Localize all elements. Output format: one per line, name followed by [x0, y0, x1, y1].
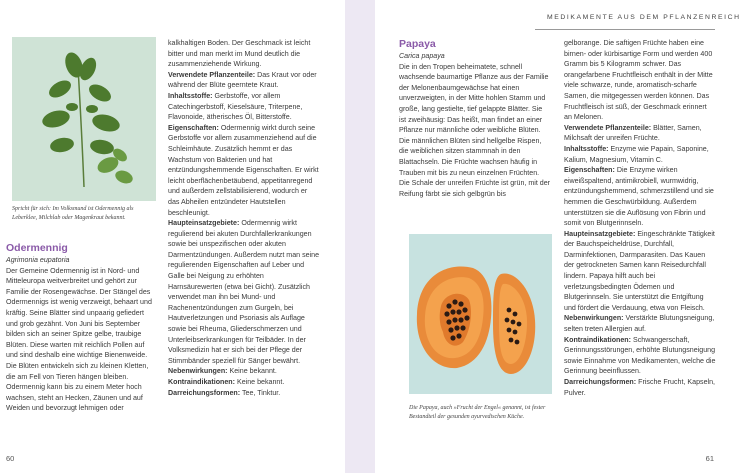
right-column-2 [564, 38, 716, 398]
field-paragraph [564, 335, 716, 377]
papaya-photo [409, 234, 552, 394]
figure-caption: Spricht für sich: Im Volksmund ist Odermennig als Leberklee, Milchlab oder Magenkraut bekannt. [12, 206, 134, 221]
field-paragraph [168, 366, 320, 377]
agrimony-photo [12, 37, 156, 201]
field-label: Inhaltsstoffe: [168, 91, 213, 100]
running-header: MEDIKAMENTE AUS DEM PFLANZENREICH [547, 14, 741, 21]
field-text: Schwangerschaft, Gerinnungsstörungen, erhöhte Blutungsneigung sowie Einnahme von Medikamenten, welche die Gerinnung beeinflussen. [564, 335, 716, 376]
field-label: Eigenschaften: [564, 166, 615, 175]
field-paragraph [564, 123, 716, 144]
field-label: Verwendete Pflanzenteile: [564, 123, 652, 132]
latin-name: Carica papaya [399, 52, 445, 60]
field-paragraph [168, 377, 320, 388]
field-label: Kontraindikationen: [564, 335, 631, 344]
field-paragraph [168, 70, 320, 91]
figure-caption: Die Papaya, auch »Frucht der Engel« genannt, ist fester Bestandteil der gesunden ayurvedischen Küche. [409, 405, 546, 420]
body-text: gelborange. Die saftigen Früchte haben eine birnen- oder kürbisartige Form und werden 400 Gramm bis 5 Kilogramm schwer. Das orangefarbene Fruchtfleisch enthält in der Mitte viele schwarze, runde, aromatisch-scharfe Samen, die mitgegessen werden können. Das Fruchtfleisch ist süß, der Geschmack erinnert an Melonen. [564, 39, 713, 122]
field-text: Keine bekannt. [229, 367, 277, 376]
field-label: Haupteinsatzgebiete: [564, 229, 636, 238]
field-text: Verstärkte Blutungsneigung, selten treten Allergien auf. [564, 314, 715, 334]
field-paragraph [564, 165, 716, 229]
left-column-1 [6, 242, 156, 414]
field-label: Darreichungsformen: [168, 388, 241, 397]
section-title: Papaya [399, 38, 436, 50]
field-text: Eingeschränkte Tätigkeit der Bauchspeicheldrüse, Durchfall, Darminfektionen, Darmparasiten. Das Kauen der getrockneten Samen kann Reisedurchfall lindern. Papaya hilft auch bei verletzungsbedingten Ödemen und Blutgerinnseln. Sie unterstützt die Entgiftung und fördert die Verdauung, etwa von Fleisch. [564, 229, 715, 312]
field-text: Odermennig wirkt regulierend bei akuten Durchfallerkrankungen sowie bei unspezifischen oder akuten Darmentzündungen. Außerdem nutzt man seine regulierenden Eigenschaften auf Leber und Galle bei Neigung zu erhöhten Harnsäurewerten (etwa bei Gicht). Zusätzlich verwendet man ihn bei Mund- und Rachenentzündungen zum Gurgeln, bei Hautverletzungen und Psoriasis als Auflage sowie bei Rheuma, Gliederschmerzen und Unterleibserkrankungen für Teilbäder. In der Volksmedizin hat er sich bei der Pflege der Stimmbänder speziell für Sänger bewährt. [168, 219, 320, 365]
field-label: Darreichungsformen: [564, 378, 637, 386]
field-paragraph [168, 388, 320, 399]
left-column-2 [168, 38, 320, 398]
page-number: 60 [6, 454, 15, 463]
field-paragraph [168, 123, 320, 218]
left-page [0, 0, 345, 473]
field-text: Das Kraut vor oder während der Blüte geerntete Kraut. [168, 70, 317, 90]
field-label: Nebenwirkungen: [564, 314, 624, 323]
field-label: Verwendete Pflanzenteile: [168, 70, 256, 79]
field-text: Keine bekannt. [236, 378, 285, 386]
page-gutter [345, 0, 375, 473]
field-paragraph [564, 313, 716, 334]
field-label: Nebenwirkungen: [168, 367, 228, 376]
field-paragraph [564, 229, 716, 314]
body-text: Der Gemeine Odermennig ist in Nord- und Mitteleuropa weitverbreitet und gehört zur Familie der Rosengewächse. Der Stängel des Odermennigs ist wenig verzweigt, behaart und kräftig. Seine Blätter sind unpaarig gefiedert und grob gezähnt. Von Juni bis September bilden sich an seiner Spitze gelbe, traubige Blüten. Diese warten mit reichlich Pollen auf und sind deshalb eine wichtige Bienenweide. Die Blüten entwickeln sich zu kleinen Kletten, die am Fell von Tieren hängen bleiben. Odermennig kann bis zu einem Meter hoch wachsen, steht an Hecken, Zäunen und auf Weiden und bevorzugt lehmigen oder [6, 266, 152, 413]
field-paragraph [564, 144, 716, 165]
right-column-1 [399, 38, 551, 199]
page-number: 61 [705, 454, 714, 463]
right-page [375, 0, 741, 473]
field-label: Eigenschaften: [168, 123, 219, 132]
field-text: Blätter, Samen, Milchsaft der unreifen Früchte. [564, 123, 702, 143]
field-text: Frische Frucht, Kapseln, Pulver. [564, 378, 716, 397]
field-label: Kontraindikationen: [168, 378, 235, 386]
field-paragraph [168, 218, 320, 366]
field-label: Haupteinsatzgebiete: [168, 219, 240, 228]
body-text: Die in den Tropen beheimatete, schnell wachsende baumartige Pflanze aus der Familie der Melonenbaumgewächse hat einen unverzweigten, in der Mitte hohlen Stamm und große, lang gestielte, tief gelappte Blätter. Sie ist zweihäusig: Das heißt, man findet an einer Pflanze nur männliche oder weibliche Blüten. Die männlichen Blüten sind hellgelbe Rispen, die weiblichen sitzen stammnah in den Blattachseln. Die Früchte wachsen häufig in Trauben mit bis zu neun einzelnen Früchten. Die Schale der unreifen Früchte ist grün, mit der Reifung färbt sie sich gelbgrün bis [399, 62, 551, 198]
field-text: Enzyme wie Papain, Saponine, Kalium, Magnesium, Vitamin C. [564, 144, 709, 164]
latin-name: Agrimonia eupatoria [6, 256, 70, 264]
field-label: Inhaltsstoffe: [564, 144, 609, 153]
body-text: kalkhaltigen Boden. Der Geschmack ist leicht bitter und man merkt im Mund deutlich die zusammenziehende Wirkung. [168, 39, 311, 69]
section-title: Odermennig [6, 242, 68, 254]
field-text: Gerbstoffe, vor allem Catechingerbstoff, Kieselsäure, Triterpene, Flavonoide, ätherisches Öl, Bitterstoffe. [168, 91, 303, 122]
field-paragraph [564, 377, 716, 398]
field-text: Odermennig wirkt durch seine Gerbstoffe vor allem zusammenziehend auf die Schleimhäute. Zusätzlich hemmt er das Wachstum von Bakterien und hat entzündungshemmende Eigenschaften. Er wirkt leicht oberflächenbetäubend, appetitanregend und außerdem zellstabilisierend, wodurch er das Abheilen entzündeter Hautstellen beschleunigt. [168, 123, 319, 217]
field-paragraph [168, 91, 320, 123]
field-text: Tee, Tinktur. [241, 388, 281, 397]
header-rule [535, 29, 715, 30]
field-text: Die Enzyme wirken eiweißspaltend, antimikrobiell, wurmwidrig, entzündungshemmend, schmerzstillend und sie hemmen die Geschwürbildung. Außerdem unterstützen sie die Auflösung von Fibrin und somit von Blutgerinnseln. [564, 166, 714, 228]
